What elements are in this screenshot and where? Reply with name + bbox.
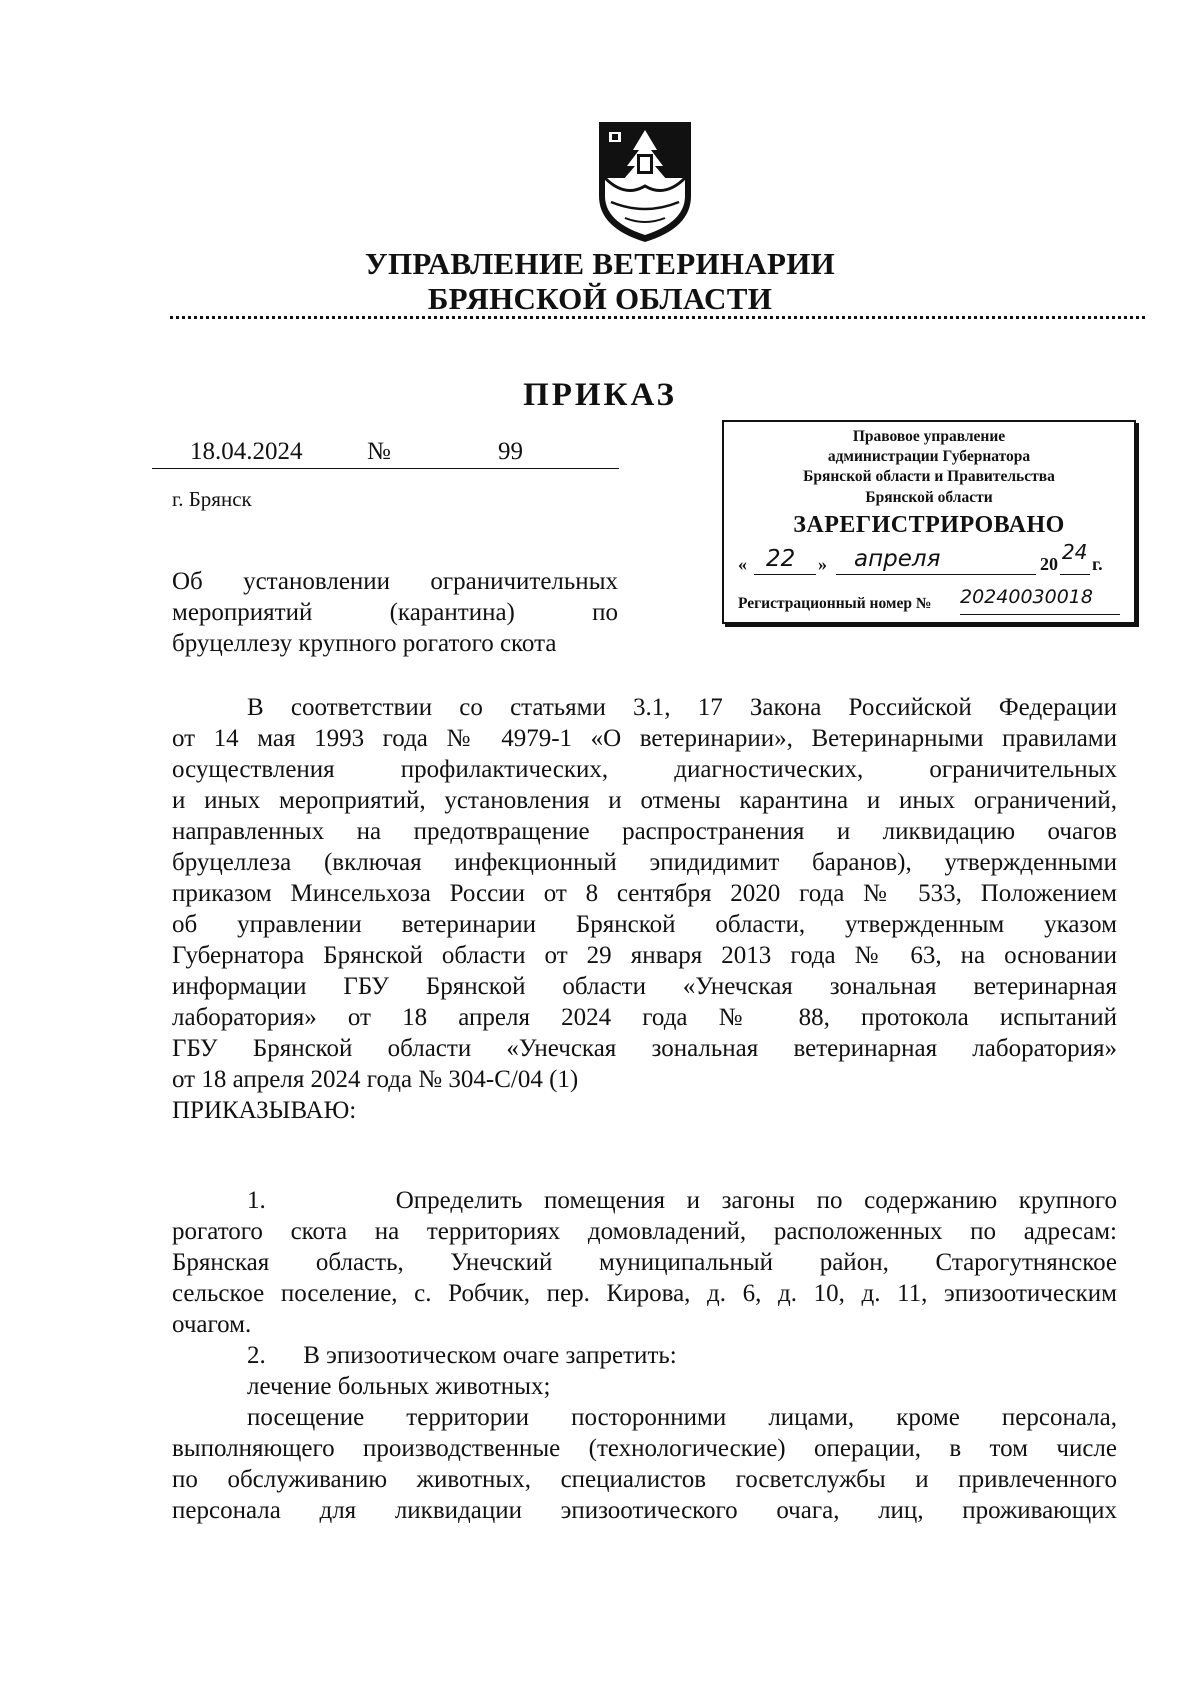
item-line: очагом. — [172, 1311, 252, 1338]
item-line: персонала для ликвидации эпизоотического очага, лиц, проживающих — [172, 1497, 1117, 1524]
text-line: осуществления профилактических, диагностических, ограничительных — [172, 756, 1117, 783]
stamp-line: Правовое управление — [852, 428, 1006, 445]
text-line: лаборатория» от 18 апреля 2024 года № 88, протокола испытаний — [172, 1004, 1117, 1031]
stamp-quote-open: « — [738, 554, 747, 574]
stamp-year-suffix: 24 — [1062, 540, 1088, 564]
item-line: по обслуживанию животных, специалистов госветслужбы и привлеченного — [172, 1466, 1117, 1493]
stamp-status: ЗАРЕГИСТРИРОВАНО — [793, 512, 1065, 538]
stamp-line: администрации Губернатора — [827, 448, 1031, 465]
text-line: информации ГБУ Брянской области «Унечская зональная ветеринарная — [172, 973, 1117, 1000]
item-line: рогатого скота на территориях домовладений, расположенных по адресам: — [172, 1218, 1117, 1245]
order-directive: ПРИКАЗЫВАЮ: — [172, 1097, 357, 1124]
order-items — [172, 1185, 1117, 1526]
registration-stamp — [722, 420, 1136, 624]
stamp-line: Брянской области — [865, 489, 993, 506]
text-line: и иных мероприятий, установления и отмены карантина и иных ограничений, — [172, 787, 1117, 814]
stamp-day: 22 — [766, 546, 796, 572]
item-line: посещение территории посторонними лицами, кроме персонала, — [247, 1404, 1117, 1431]
item-line: 2. В эпизоотическом очаге запретить: — [247, 1342, 677, 1369]
stamp-year-underline — [1060, 574, 1090, 575]
order-date: 18.04.2024 — [190, 438, 303, 465]
order-subject — [172, 566, 618, 659]
text-line: направленных на предотвращение распространения и ликвидацию очагов — [172, 818, 1117, 845]
subject-line: Об установлении ограничительных — [172, 568, 618, 595]
subject-line: бруцеллезу крупного рогатого скота — [172, 630, 557, 657]
subject-line: мероприятий (карантина) по — [172, 599, 618, 626]
stamp-month: апреля — [854, 546, 941, 572]
text-line: от 14 мая 1993 года № 4979-1 «О ветеринарии», Ветеринарными правилами — [172, 725, 1117, 752]
stamp-month-underline — [836, 574, 1036, 575]
stamp-line: Брянской области и Правительства — [803, 468, 1055, 485]
text-line: В соответствии со статьями 3.1, 17 Закона Российской Федерации — [247, 694, 1117, 721]
stamp-reg-label: Регистрационный номер № — [738, 595, 932, 612]
org-name-line1: УПРАВЛЕНИЕ ВЕТЕРИНАРИИ — [364, 246, 836, 281]
org-name-line2: БРЯНСКОЙ ОБЛАСТИ — [427, 281, 773, 316]
stamp-quote-close: » — [818, 554, 827, 574]
number-sign: № — [367, 438, 391, 465]
text-line: об управлении ветеринарии Брянской области, утвержденным указом — [172, 911, 1117, 938]
date-number-underline — [152, 468, 619, 469]
item-line: выполняющего производственные (технологические) операции, в том числе — [172, 1435, 1117, 1462]
text-line: ГБУ Брянской области «Унечская зональная ветеринарная лаборатория» — [172, 1035, 1117, 1062]
stamp-reg-number: 20240030018 — [960, 586, 1093, 608]
preamble-paragraph — [172, 692, 1117, 1126]
text-line: Губернатора Брянской области от 29 января 2013 года № 63, на основании — [172, 942, 1117, 969]
item-line: Брянская область, Унечский муниципальный район, Старогутнянское — [172, 1249, 1117, 1276]
text-line: бруцеллеза (включая инфекционный эпидидимит баранов), утвержденными — [172, 849, 1117, 876]
document-title: ПРИКАЗ — [523, 377, 677, 413]
stamp-day-underline — [754, 574, 816, 575]
item-line: лечение больных животных; — [247, 1373, 551, 1400]
city: г. Брянск — [172, 487, 252, 511]
order-number: 99 — [498, 438, 523, 465]
stamp-year-prefix: 20 — [1040, 554, 1058, 574]
text-line: приказом Минсельхоза России от 8 сентября 2020 года № 533, Положением — [172, 880, 1117, 907]
bryansk-coat-of-arms-icon — [595, 118, 695, 246]
item-line: 1. Определить помещения и загоны по содержанию крупного — [247, 1187, 1117, 1214]
header-divider — [170, 316, 1145, 319]
stamp-reg-underline — [960, 614, 1120, 615]
text-line: от 18 апреля 2024 года № 304-С/04 (1) — [172, 1066, 579, 1093]
item-line: сельское поселение, с. Робчик, пер. Кирова, д. 6, д. 10, д. 11, эпизоотическим — [172, 1280, 1117, 1307]
stamp-year-g: г. — [1092, 554, 1103, 574]
